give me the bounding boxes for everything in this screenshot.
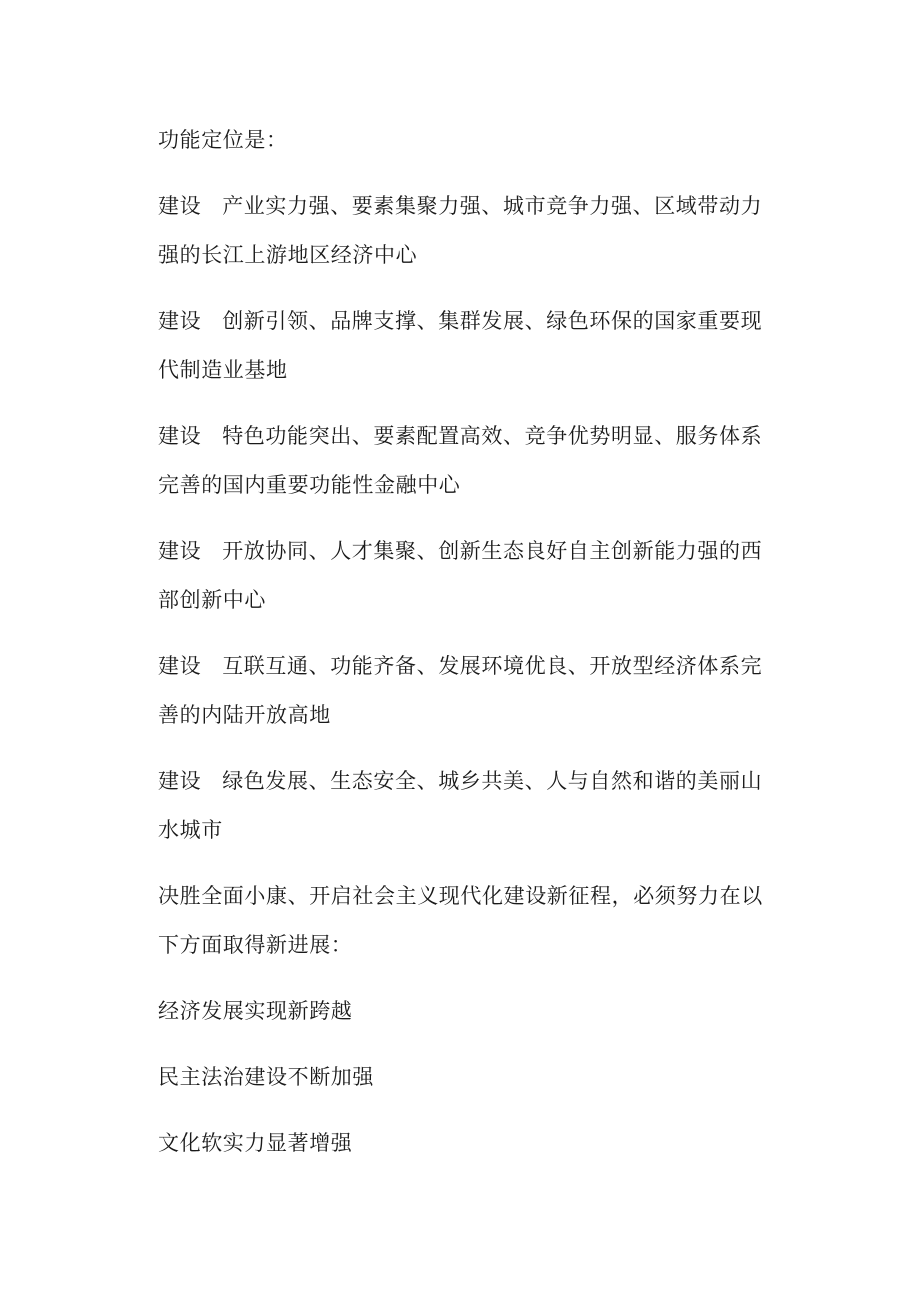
item-prefix: 建设 xyxy=(158,309,202,333)
goal-item: 经济发展实现新跨越 xyxy=(158,999,353,1023)
item-text: 产业实力强、要素集聚力强、城市竞争力强、区域带动力强的长江上游地区经济中心 xyxy=(158,194,763,267)
item-prefix: 建设 xyxy=(158,539,202,563)
item-text: 开放协同、人才集聚、创新生态良好自主创新能力强的西部创新中心 xyxy=(158,539,763,612)
goal-item: 文化软实力显著增强 xyxy=(158,1131,353,1155)
positioning-item xyxy=(158,297,764,395)
item-text: 创新引领、品牌支撑、集群发展、绿色环保的国家重要现代制造业基地 xyxy=(158,309,763,382)
positioning-item xyxy=(158,412,764,510)
positioning-item xyxy=(158,642,764,740)
item-text: 特色功能突出、要素配置高效、竞争优势明显、服务体系完善的国内重要功能性金融中心 xyxy=(158,424,763,497)
item-prefix: 建设 xyxy=(158,769,202,793)
item-text: 互联互通、功能齐备、发展环境优良、开放型经济体系完善的内陆开放高地 xyxy=(158,654,763,727)
item-prefix: 建设 xyxy=(158,654,202,678)
goal-item: 民主法治建设不断加强 xyxy=(158,1065,374,1089)
positioning-item xyxy=(158,182,764,280)
statement-paragraph: 决胜全面小康、开启社会主义现代化建设新征程，必须努力在以下方面取得新进展： xyxy=(158,884,763,957)
item-prefix: 建设 xyxy=(158,194,202,218)
positioning-item xyxy=(158,757,764,855)
positioning-item xyxy=(158,527,764,625)
document-body xyxy=(158,116,764,1168)
item-prefix: 建设 xyxy=(158,424,202,448)
item-text: 绿色发展、生态安全、城乡共美、人与自然和谐的美丽山水城市 xyxy=(158,769,763,842)
intro-paragraph: 功能定位是： xyxy=(158,128,288,152)
